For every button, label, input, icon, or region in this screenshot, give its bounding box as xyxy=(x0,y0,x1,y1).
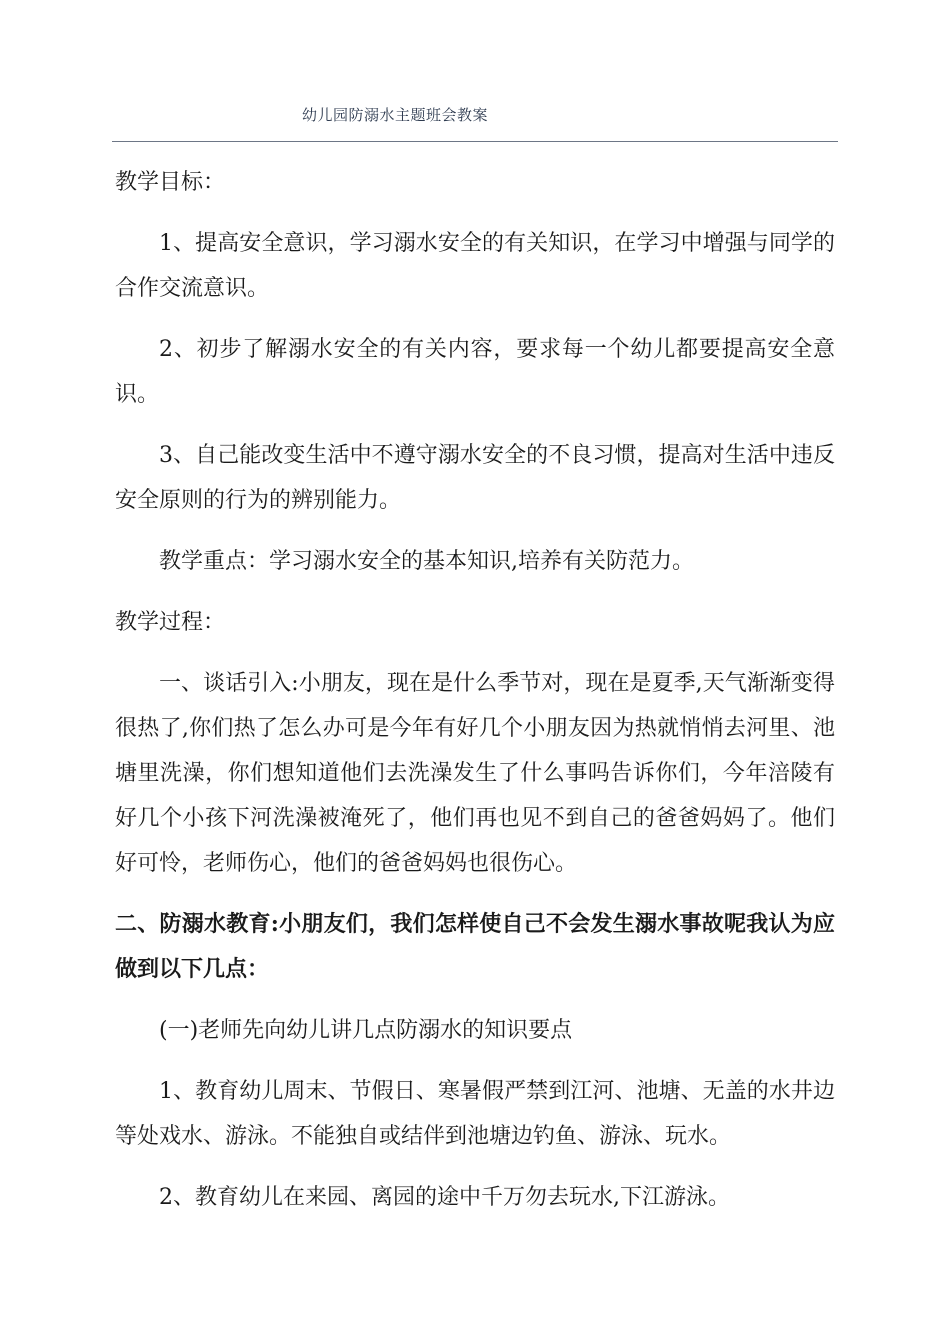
section-heading-process: 教学过程： xyxy=(115,610,226,635)
section-heading-objectives: 教学目标： xyxy=(115,170,226,195)
objective-1: 1、提高安全意识，学习溺水安全的有关知识，在学习中增强与同学的合作交流意识。 xyxy=(115,231,835,301)
process-step-1: 一、谈话引入:小朋友，现在是什么季节对，现在是夏季,天气渐渐变得很热了,你们热了怎么办可是今年有好几个小朋友因为热就悄悄去河里、池塘里洗澡，你们想知道他们去洗澡发生了什么事吗告诉你们，今年涪陵有好几个小孩下河洗澡被淹死了，他们再也见不到自己的爸爸妈妈了。他们好可怜，老师伤心，他们的爸爸妈妈也很伤心。 xyxy=(115,671,835,876)
document-body xyxy=(115,160,835,1236)
sub-heading-knowledge-points: (一)老师先向幼儿讲几点防溺水的知识要点 xyxy=(159,1018,573,1043)
knowledge-point-2: 2、教育幼儿在来园、离园的途中千万勿去玩水,下江游泳。 xyxy=(159,1185,730,1210)
knowledge-point-1: 1、教育幼儿周末、节假日、寒暑假严禁到江河、池塘、无盖的水井边等处戏水、游泳。不能独自或结伴到池塘边钓鱼、游泳、玩水。 xyxy=(115,1079,835,1149)
process-step-2-heading: 二、防溺水教育:小朋友们，我们怎样使自己不会发生溺水事故呢我认为应做到以下几点： xyxy=(115,911,835,982)
header-divider xyxy=(112,141,838,142)
objective-3: 3、自己能改变生活中不遵守溺水安全的不良习惯，提高对生活中违反安全原则的行为的辨别能力。 xyxy=(115,443,835,513)
teaching-focus: 教学重点：学习溺水安全的基本知识,培养有关防范力。 xyxy=(159,549,694,574)
objective-2: 2、初步了解溺水安全的有关内容，要求每一个幼儿都要提高安全意识。 xyxy=(115,337,835,407)
header-title: 幼儿园防溺水主题班会教案 xyxy=(302,106,489,124)
